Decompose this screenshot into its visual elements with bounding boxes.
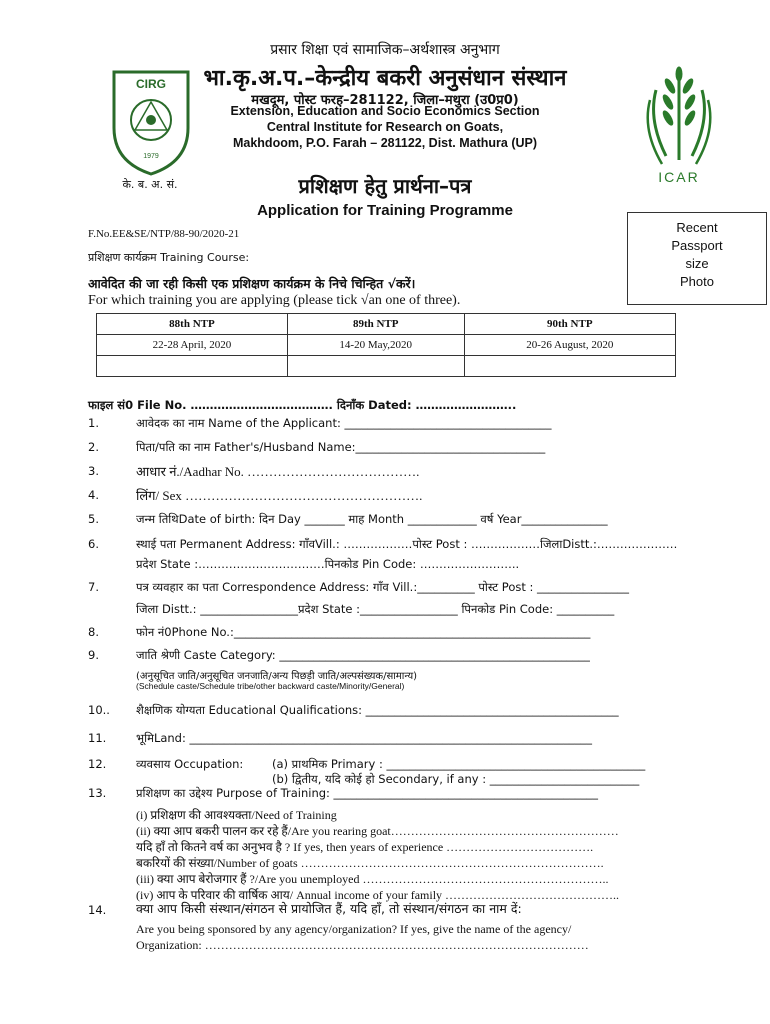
ntp-header-89: 89th NTP [287, 314, 464, 335]
address-hindi: मखदूम, पोस्ट फरह–281122, जिला–मथुरा (उ0प्र0) [251, 93, 519, 108]
institute-title-hindi: भा.कृ.अ.प.–केन्द्रीय बकरी अनुसंधान संस्थान [203, 66, 567, 91]
item-number: 11. [88, 731, 107, 745]
item-number: 5. [88, 512, 99, 526]
secondary-occupation-field[interactable]: (b) द्वितीय, यदि कोई हो Secondary, if any : __________________________ [272, 772, 640, 786]
department-title-hindi: प्रसार शिक्षा एवं सामाजिक–अर्थशास्त्र अनुभाग [270, 42, 500, 58]
occupation-label: व्यवसाय Occupation: [136, 757, 244, 771]
ntp-tick-cell-89[interactable] [287, 356, 464, 377]
correspondence-address-field[interactable]: पत्र व्यवहार का पता Correspondence Address: गाँव Vill.:__________ पोस्ट Post : ________________ [136, 580, 630, 594]
primary-occupation-field[interactable]: (a) प्राथमिक Primary : _____________________________________________ [272, 757, 646, 771]
educational-qualifications-field[interactable]: शैक्षणिक योग्यता Educational Qualifications: ____________________________________________ [136, 703, 619, 717]
item-number: 6. [88, 537, 99, 551]
file-number-line[interactable]: फाइल सं0 File No. ………………………………. दिनाँक Dated: …………………….. [88, 398, 517, 412]
experience-years-line[interactable]: यदि हाँ तो कितने वर्ष का अनुभव है ? If yes, then years of experience ………………………………. [136, 840, 594, 854]
institute-title-english: Central Institute for Research on Goats, [266, 120, 504, 134]
sponsoring-organization-field[interactable]: Organization: …………………………………………………………………………………… [136, 938, 589, 952]
table-row [97, 314, 676, 335]
cirg-logo-year: 1979 [143, 153, 159, 160]
permanent-address-field[interactable]: स्थाई पता Permanent Address: गाँवVill.: ………………पोस्ट Post : ………………जिलाDistt.:………………… [136, 537, 678, 551]
aadhar-number-field[interactable]: आधार नं./Aadhar No. …………………………………. [136, 464, 420, 479]
applicant-name-field[interactable]: आवेदक का नाम Name of the Applicant: ____________________________________ [136, 416, 552, 430]
caste-options-english: (Schedule caste/Schedule tribe/other backward caste/Minority/General) [136, 681, 405, 691]
cirg-logo-caption: के. ब. अ. सं. [122, 178, 178, 191]
cirg-logo-text: CIRG [136, 77, 166, 91]
form-title-hindi: प्रशिक्षण हेतु प्रार्थना–पत्र [298, 174, 472, 198]
ntp-date-89: 14-20 May,2020 [287, 335, 464, 356]
item-number: 4. [88, 488, 99, 502]
cirg-logo [108, 66, 194, 178]
ntp-header-90: 90th NTP [464, 314, 675, 335]
item-number: 1. [88, 416, 99, 430]
address-english: Makhdoom, P.O. Farah – 281122, Dist. Mathura (UP) [232, 136, 538, 150]
department-title-english: Extension, Education and Socio Economics Section [230, 104, 540, 118]
ntp-tick-cell-88[interactable] [97, 356, 288, 377]
rearing-goat-line[interactable]: (ii) क्या आप बकरी पालन कर रहे हैं/Are you rearing goat………………………………………………… [136, 824, 619, 838]
sponsorship-question-hindi: क्या आप किसी संस्थान/संगठन से प्रायोजित हैं, यदि हाँ, तो संस्थान/संगठन का नाम दें: [136, 901, 522, 916]
icar-logo [636, 60, 722, 190]
ntp-date-90: 20-26 August, 2020 [464, 335, 675, 356]
photo-box-line2: Passport [671, 238, 723, 253]
ntp-date-88: 22-28 April, 2020 [97, 335, 288, 356]
table-row [97, 335, 676, 356]
unemployed-line[interactable]: (iii) क्या आप बेरोजगार हैं ?/Are you unemployed …………………………………………………….. [136, 872, 609, 886]
caste-options-hindi: (अनुसूचित जाति/अनुसूचित जनजाति/अन्य पिछड़ी जाति/अल्पसंख्यक/सामान्य) [136, 671, 418, 682]
sponsorship-question-english: Are you being sponsored by any agency/organization? If yes, give the name of the agency/ [136, 922, 572, 936]
purpose-of-training-field[interactable]: प्रशिक्षण का उद्देश्य Purpose of Training: ______________________________________________ [136, 786, 599, 800]
ntp-tick-cell-90[interactable] [464, 356, 675, 377]
item-number: 7. [88, 580, 99, 594]
item-number: 13. [88, 786, 107, 800]
icar-logo-text: ICAR [658, 169, 700, 185]
item-number: 9. [88, 648, 99, 662]
correspondence-district-state-pin-field[interactable]: जिला Distt.: _________________प्रदेश State :_________________ पिनकोड Pin Code: __________ [136, 602, 615, 616]
date-of-birth-field[interactable]: जन्म तिथिDate of birth: दिन Day _______ माह Month ____________ वर्ष Year_______________ [136, 512, 608, 526]
item-number: 14. [88, 903, 107, 917]
table-row [97, 356, 676, 377]
number-of-goats-line[interactable]: बकरियों की संख्या/Number of goats …………………………………………………………………. [136, 856, 604, 870]
file-reference: F.No.EE&SE/NTP/88-90/2020-21 [88, 228, 240, 240]
phone-number-field[interactable]: फोन नं0Phone No.:______________________________________________________________ [136, 625, 591, 639]
instruction-english: For which training you are applying (please tick √an one of three). [88, 293, 461, 308]
item-number: 12. [88, 757, 107, 771]
photo-box-line4: Photo [680, 274, 714, 289]
father-husband-name-field[interactable]: पिता/पति का नाम Father's/Husband Name:_________________________________ [136, 440, 546, 454]
training-course-label: प्रशिक्षण कार्यक्रम Training Course: [88, 251, 250, 264]
item-number: 10.. [88, 703, 110, 717]
ntp-selection-table [96, 313, 676, 377]
ntp-header-88: 88th NTP [97, 314, 288, 335]
need-of-training-line[interactable]: (i) प्रशिक्षण की आवश्यक्ता/Need of Training [136, 808, 337, 822]
sex-field[interactable]: लिंग/ Sex ………………………………………………. [136, 488, 423, 503]
form-title-english: Application for Training Programme [257, 202, 513, 219]
passport-photo-box[interactable] [627, 212, 767, 305]
permanent-state-pin-field[interactable]: प्रदेश State :……………………………पिनकोड Pin Code: …………………….. [136, 557, 520, 571]
land-field[interactable]: भूमिLand: ______________________________________________________________________ [136, 731, 593, 745]
annual-income-line[interactable]: (iv) आप के परिवार की वार्षिक आय/ Annual income of your family …………………………………….. [136, 888, 620, 902]
photo-box-line3: size [685, 256, 709, 271]
photo-box-line1: Recent [676, 220, 718, 235]
item-number: 8. [88, 625, 99, 639]
instruction-hindi: आवेदित की जा रही किसी एक प्रशिक्षण कार्यक्रम के निचे चिन्हित √करें। [88, 276, 416, 291]
item-number: 2. [88, 440, 99, 454]
caste-category-field[interactable]: जाति श्रेणी Caste Category: ______________________________________________________ [136, 648, 590, 662]
item-number: 3. [88, 464, 99, 478]
